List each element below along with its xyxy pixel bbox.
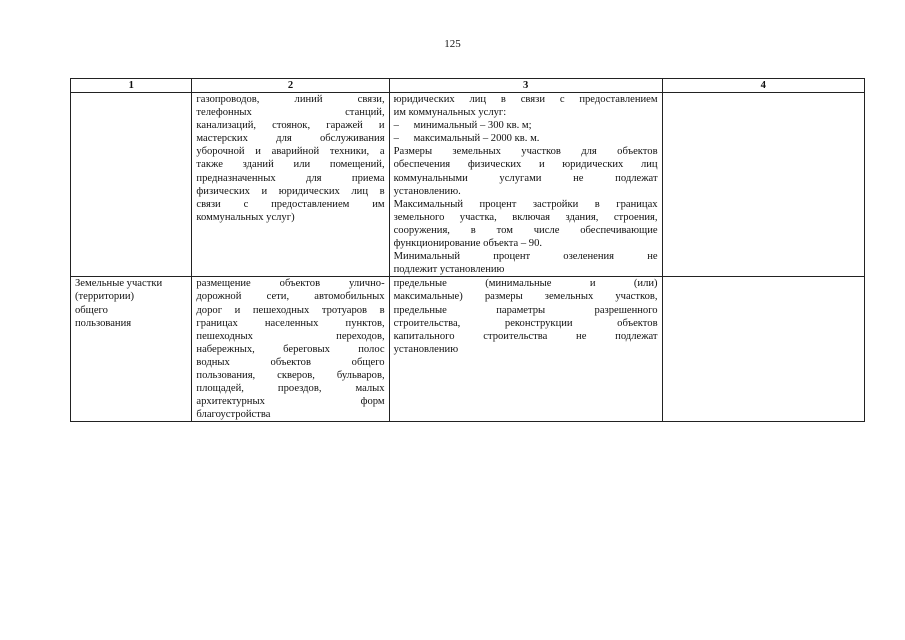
- row2-col2: [192, 277, 389, 422]
- list-item-text: максимальный – 2000 кв. м.: [413, 133, 540, 145]
- page-number: 125: [444, 38, 461, 50]
- regulations-table: [70, 78, 865, 422]
- row1-col4: [662, 93, 864, 277]
- text-line: дорог и пешеходных тротуаров в: [196, 304, 385, 316]
- text-line: (территории): [75, 291, 135, 303]
- text-line: коммунальными услугами не подлежат: [393, 172, 658, 184]
- text-line: архитектурных форм: [196, 396, 385, 408]
- text-line: функционирование объекта – 90.: [393, 238, 543, 250]
- text-line: установлению.: [393, 185, 461, 197]
- text-line: земельного участка, включая здания, строения,: [393, 211, 658, 223]
- text-line: капитального строительства не подлежат: [393, 330, 658, 342]
- header-col-2: 2: [192, 79, 389, 93]
- row2-col1: [71, 277, 192, 422]
- text-line: установлению: [393, 343, 459, 355]
- text-line: предназначенных для приема: [196, 172, 385, 184]
- text-line: физических и юридических лиц в: [196, 185, 385, 197]
- row1-col2: [192, 93, 389, 277]
- text-line: им коммунальных услуг:: [393, 107, 507, 119]
- text-line: предельные (минимальные и (или): [393, 278, 658, 290]
- text-line: пешеходных переходов,: [196, 330, 385, 342]
- text-line: благоустройства: [196, 409, 271, 421]
- row2-col3: [389, 277, 662, 422]
- table-row: [71, 277, 865, 422]
- text-line: подлежит установлению: [393, 264, 505, 276]
- text-line: мастерских для обслуживания: [196, 133, 385, 145]
- text-line: газопроводов, линий связи,: [196, 94, 385, 105]
- text-line: Минимальный процент озеленения не: [393, 251, 658, 263]
- header-row: [71, 79, 865, 93]
- text-line: связи с предоставлением им: [196, 198, 385, 210]
- row1-col1: [71, 93, 192, 277]
- text-line: дорожной сети, автомобильных: [196, 291, 385, 303]
- text-line: канализаций, стоянок, гаражей и: [196, 120, 385, 132]
- text-line: Земельные участки: [75, 278, 163, 290]
- text-line: предельные параметры разрешенного: [393, 304, 658, 316]
- row1-col3: [389, 93, 662, 277]
- text-line: общего: [75, 304, 108, 316]
- text-line: пользования, скверов, бульваров,: [196, 369, 385, 381]
- row2-col4: [662, 277, 864, 422]
- text-line: юридических лиц в связи с предоставлением: [393, 94, 658, 105]
- text-line: границах населенных пунктов,: [196, 317, 385, 329]
- text-line: уборочной и аварийной техники, а: [196, 146, 385, 158]
- text-line: Размеры земельных участков для объектов: [393, 146, 658, 158]
- text-line: телефонных станций,: [196, 107, 385, 119]
- list-item-text: минимальный – 300 кв. м;: [413, 120, 532, 132]
- text-line: пользования: [75, 317, 132, 329]
- header-col-1: 1: [71, 79, 192, 93]
- list-bullet: –: [393, 133, 399, 145]
- header-col-3: 3: [389, 79, 662, 93]
- text-line: размещение объектов улично-: [196, 278, 385, 290]
- list-item: [394, 132, 658, 145]
- text-line: строительства, реконструкции объектов: [393, 317, 658, 329]
- list-item: [394, 119, 658, 132]
- text-line: водных объектов общего: [196, 356, 385, 368]
- text-line: набережных, береговых полос: [196, 343, 385, 355]
- list-bullet: –: [393, 120, 399, 132]
- text-line: также зданий или помещений,: [196, 159, 385, 171]
- text-line: максимальные) размеры земельных участков,: [393, 291, 658, 303]
- header-col-4: 4: [662, 79, 864, 93]
- text-line: площадей, проездов, малых: [196, 383, 385, 395]
- table-row: [71, 93, 865, 277]
- text-line: обеспечения физических и юридических лиц: [393, 159, 658, 171]
- text-line: Максимальный процент застройки в границах: [393, 198, 658, 210]
- text-line: коммунальных услуг): [196, 211, 295, 223]
- text-line: сооружения, в том числе обеспечивающие: [393, 224, 658, 236]
